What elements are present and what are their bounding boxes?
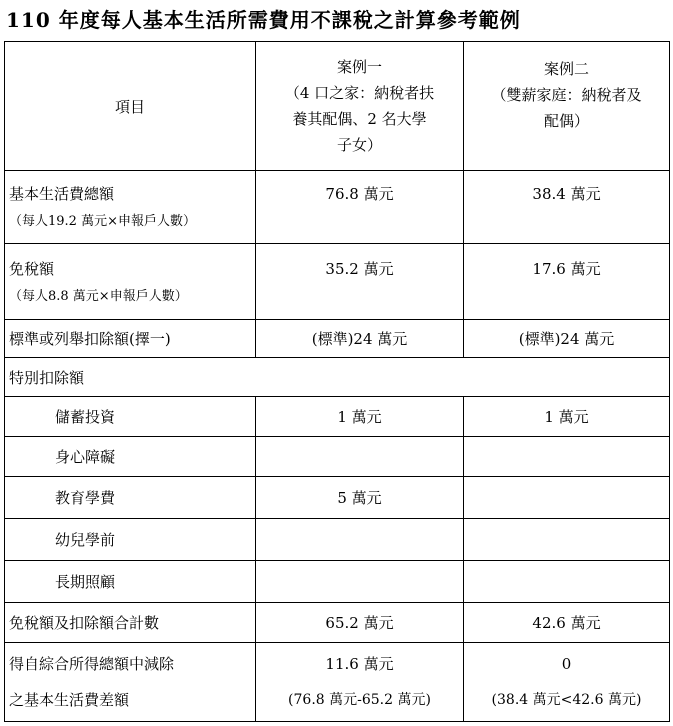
header-item — [5, 42, 256, 171]
row-exempt-case1: 35.2 萬元 — [256, 244, 464, 320]
header-case1-desc-2: 養其配偶、2 名大學 — [292, 110, 427, 128]
row-total-case2: 42.6 萬元 — [464, 603, 670, 643]
row-exempt-label: 免稅額 — [9, 260, 55, 278]
row-basic-case1: 76.8 萬元 — [256, 171, 464, 244]
row-education-label: 教育學費 — [5, 477, 256, 519]
header-case1-desc-3: 子女） — [336, 136, 382, 154]
row-preschool-case2 — [464, 519, 670, 561]
row-education-case1: 5 萬元 — [256, 477, 464, 519]
row-exempt-label-cell — [5, 244, 256, 320]
row-diff-case1-cell — [256, 643, 464, 722]
row-preschool-label: 幼兒學前 — [5, 519, 256, 561]
row-exempt-case2: 17.6 萬元 — [464, 244, 670, 320]
row-std-label: 標準或列舉扣除額(擇一) — [5, 320, 256, 358]
row-diff-label-1: 得自綜合所得總額中減除 — [9, 655, 175, 673]
row-savings-label: 儲蓄投資 — [5, 397, 256, 437]
header-case1 — [256, 42, 464, 171]
row-education — [5, 477, 670, 519]
row-exemption — [5, 244, 670, 320]
header-case2-desc-2: 配偶） — [543, 112, 589, 130]
calculation-table — [4, 41, 670, 722]
row-basic-label-cell — [5, 171, 256, 244]
row-special-deduction — [5, 358, 670, 397]
header-case1-desc-1: （4 口之家：納稅者扶 — [284, 84, 435, 102]
row-longterm-label: 長期照顧 — [5, 561, 256, 603]
row-diff-label-2: 之基本生活費差額 — [9, 691, 130, 709]
header-case2-desc-1: （雙薪家庭：納稅者及 — [491, 86, 642, 104]
row-savings — [5, 397, 670, 437]
row-education-case2 — [464, 477, 670, 519]
row-disability-label: 身心障礙 — [5, 437, 256, 477]
row-longterm-case1 — [256, 561, 464, 603]
row-difference — [5, 643, 670, 722]
row-total-case1: 65.2 萬元 — [256, 603, 464, 643]
row-total-label: 免稅額及扣除額合計數 — [5, 603, 256, 643]
table-header-row — [5, 42, 670, 171]
row-diff-label-cell — [5, 643, 256, 722]
row-preschool-case1 — [256, 519, 464, 561]
row-disability-case1 — [256, 437, 464, 477]
row-disability-case2 — [464, 437, 670, 477]
row-diff-case2-value: 0 — [561, 655, 572, 673]
row-longterm-care — [5, 561, 670, 603]
row-savings-case2: 1 萬元 — [464, 397, 670, 437]
header-case2-title: 案例二 — [543, 60, 589, 78]
row-exempt-note: （每人8.8 萬元×申報戶人數） — [9, 289, 188, 304]
row-basic-living — [5, 171, 670, 244]
document-title: 110 年度每人基本生活所需費用不課稅之計算參考範例 — [6, 8, 521, 32]
row-diff-case2-formula: (38.4 萬元<42.6 萬元) — [491, 692, 642, 708]
row-preschool — [5, 519, 670, 561]
header-item-label: 項目 — [114, 97, 145, 116]
row-savings-case1: 1 萬元 — [256, 397, 464, 437]
row-standard-deduction — [5, 320, 670, 358]
row-total — [5, 603, 670, 643]
row-basic-label: 基本生活費總額 — [9, 185, 115, 203]
row-special-label: 特別扣除額 — [5, 358, 670, 397]
row-diff-case1-formula: (76.8 萬元-65.2 萬元) — [288, 692, 431, 708]
header-case2 — [464, 42, 670, 171]
row-basic-case2: 38.4 萬元 — [464, 171, 670, 244]
row-std-case1: (標準)24 萬元 — [256, 320, 464, 358]
row-diff-case2-cell — [464, 643, 670, 722]
row-basic-note: （每人19.2 萬元×申報戶人數） — [9, 214, 196, 229]
row-diff-case1-value: 11.6 萬元 — [325, 655, 394, 673]
row-std-case2: (標準)24 萬元 — [464, 320, 670, 358]
header-case1-title: 案例一 — [336, 58, 382, 76]
row-disability — [5, 437, 670, 477]
row-longterm-case2 — [464, 561, 670, 603]
